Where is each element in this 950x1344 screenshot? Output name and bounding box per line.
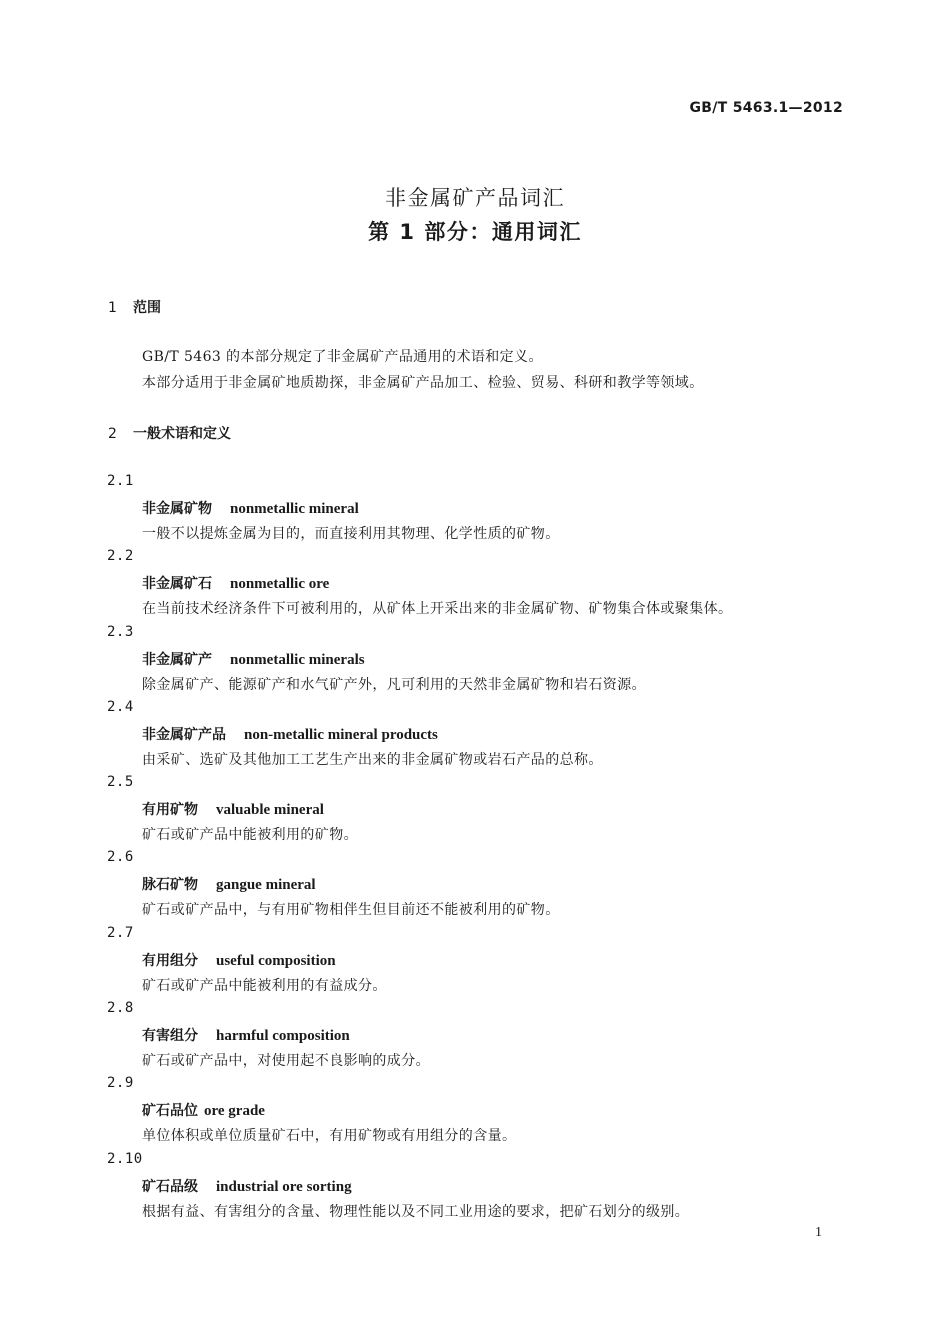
term-definition: 矿石或矿产品中能被利用的矿物。 [142,827,358,844]
term-definition: 矿石或矿产品中能被利用的有益成分。 [142,977,387,994]
term-number: 2.3 [107,623,134,640]
term-english: gangue mineral [216,877,316,894]
section-number: 2 [108,426,117,442]
term-heading [142,1100,265,1120]
term-entry [107,1151,847,1226]
term-english: useful composition [216,952,336,969]
section-heading-terms [108,423,231,443]
term-chinese: 有用矿物 [142,802,198,819]
term-entry [107,473,847,548]
term-heading [142,950,336,970]
term-chinese: 非金属矿物 [142,501,212,517]
term-entry [107,1075,847,1150]
section-title: 一般术语和定义 [133,426,231,442]
standard-code: GB/T 5463.1—2012 [689,100,843,116]
term-definition: 矿石或矿产品中，与有用矿物相伴生但目前还不能被利用的矿物。 [142,902,560,919]
term-heading [142,724,438,744]
term-definition: 除金属矿产、能源矿产和水气矿产外，凡可利用的天然非金属矿物和岩石资源。 [142,676,646,693]
scope-paragraph: 本部分适用于非金属矿地质勘探，非金属矿产品加工、检验、贸易、科研和教学等领域。 [142,375,704,391]
term-entry [107,624,847,699]
section-title: 范围 [133,300,161,316]
term-chinese: 脉石矿物 [142,877,198,894]
term-number: 2.7 [107,924,134,941]
term-number: 2.10 [107,1150,143,1167]
term-number: 2.9 [107,1075,134,1092]
term-heading [142,799,324,819]
term-entry [107,774,847,849]
term-english: industrial ore sorting [216,1178,352,1195]
term-english: nonmetallic mineral [230,501,359,517]
term-number: 2.5 [107,774,134,791]
term-chinese: 有用组分 [142,952,198,969]
term-entry [107,699,847,774]
term-english: nonmetallic minerals [230,651,365,668]
term-entry [107,849,847,924]
term-number: 2.4 [107,698,134,715]
term-number: 2.1 [107,473,134,489]
term-heading [142,1025,350,1045]
section-number: 1 [108,300,117,316]
document-title: 非金属矿产品词汇 [385,186,565,210]
term-english: ore grade [204,1103,265,1120]
term-definition: 矿石或矿产品中，对使用起不良影响的成分。 [142,1053,430,1070]
term-chinese: 矿石品级 [142,1178,198,1195]
term-chinese: 矿石品位 [142,1103,198,1120]
term-english: valuable mineral [216,802,324,819]
term-number: 2.2 [107,548,134,565]
term-definition: 一般不以提炼金属为目的，而直接利用其物理、化学性质的矿物。 [142,526,560,542]
term-definition: 根据有益、有害组分的含量、物理性能以及不同工业用途的要求，把矿石划分的级别。 [142,1203,690,1220]
section-heading-scope [108,297,161,317]
term-entry [107,925,847,1000]
term-chinese: 非金属矿石 [142,576,212,593]
term-chinese: 有害组分 [142,1028,198,1045]
scope-paragraph: GB/T 5463 的本部分规定了非金属矿产品通用的术语和定义。 [142,349,543,365]
term-entry [107,1000,847,1075]
term-english: non-metallic mineral products [244,726,438,743]
term-heading [142,874,316,894]
term-number: 2.6 [107,849,134,866]
term-entry [107,548,847,623]
term-definition: 在当前技术经济条件下可被利用的，从矿体上开采出来的非金属矿物、矿物集合体或聚集体。 [142,601,733,618]
term-chinese: 非金属矿产品 [142,726,226,743]
term-english: harmful composition [216,1028,350,1045]
document-subtitle: 第 1 部分：通用词汇 [368,220,582,244]
term-english: nonmetallic ore [230,576,330,593]
term-number: 2.8 [107,1000,134,1017]
term-chinese: 非金属矿产 [142,651,212,668]
term-list [107,473,847,1226]
term-heading [142,1176,352,1196]
term-heading [142,649,365,669]
page-number: 1 [815,1225,822,1240]
term-heading [142,498,359,518]
term-definition: 单位体积或单位质量矿石中，有用矿物或有用组分的含量。 [142,1128,517,1145]
term-heading [142,573,329,593]
term-definition: 由采矿、选矿及其他加工工艺生产出来的非金属矿物或岩石产品的总称。 [142,751,603,768]
